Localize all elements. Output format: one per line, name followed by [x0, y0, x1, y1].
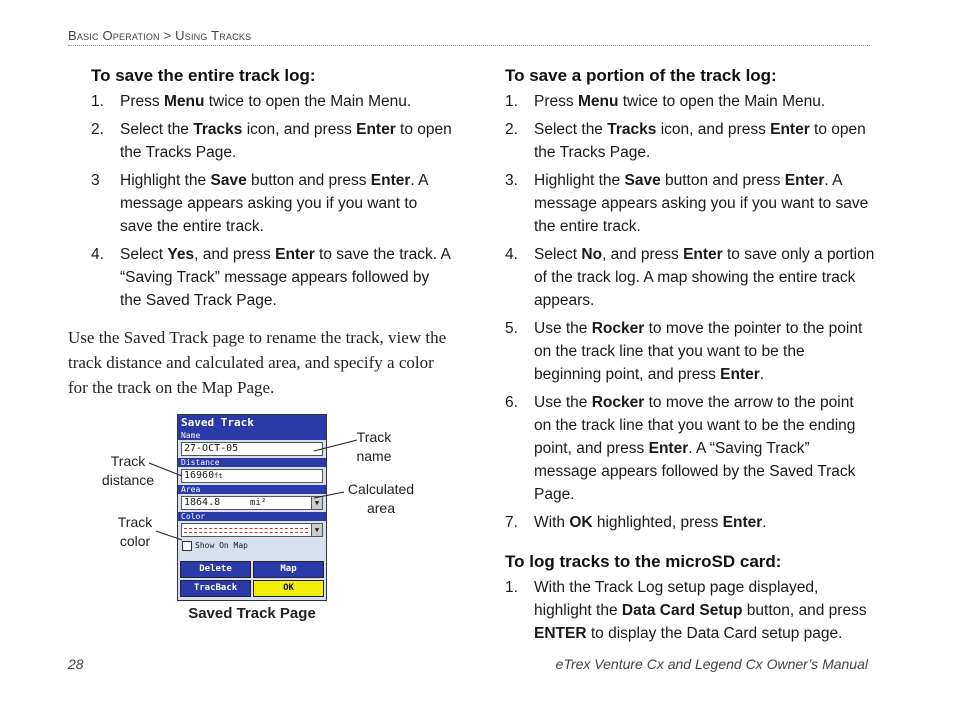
step-text: , and press [602, 246, 684, 263]
step-number: 2. [91, 121, 104, 138]
name-field: 27-OCT-05 [181, 442, 323, 456]
delete-button: Delete [180, 561, 251, 578]
step-text: button, and press [742, 602, 867, 619]
step-text: to display the Data Card setup page. [586, 625, 843, 642]
step-number: 1. [91, 93, 104, 110]
step-key-term: Menu [163, 93, 205, 110]
step-number: 7. [505, 514, 518, 531]
step-text: Select the [120, 121, 194, 138]
step-text: . [762, 514, 767, 531]
step-key-term: Menu [577, 93, 619, 110]
step-key-term: Enter [770, 121, 810, 138]
step-key-term: Enter [722, 514, 763, 531]
step-key-term: Enter [370, 172, 411, 189]
step-text: Select the [534, 121, 608, 138]
step-text: to save only a portion of the track log. A map showing the entire track appears. [534, 246, 875, 309]
tracback-button: TracBack [180, 580, 251, 597]
leader-calculated-area [314, 492, 344, 498]
step-text: Highlight the [120, 172, 211, 189]
step-text: twice to open the Main Menu. [618, 93, 826, 110]
step-key-term: Save [624, 172, 661, 189]
step-text: button and press [246, 172, 371, 189]
distance-unit: ft [214, 472, 223, 480]
map-button: Map [253, 561, 324, 578]
step-number: 4. [91, 246, 104, 263]
step-key-term: Tracks [607, 121, 657, 138]
step-key-term: No [581, 246, 603, 263]
step-number: 3 [91, 172, 100, 189]
figure-caption: Saved Track Page [188, 605, 316, 622]
heading-log-microsd: To log tracks to the microSD card: [505, 552, 782, 571]
distance-value: 16960 [184, 470, 215, 481]
heading-save-entire-track: To save the entire track log: [91, 66, 316, 85]
area-unit: mi² [250, 498, 267, 508]
ok-button: OK [253, 580, 324, 597]
step-text: Highlight the [534, 172, 625, 189]
step-text: Press [534, 93, 578, 110]
heading-save-portion: To save a portion of the track log: [505, 66, 777, 85]
name-label: Name [178, 431, 326, 440]
step-key-term: Enter [683, 246, 723, 263]
step-text: icon, and press [656, 121, 771, 138]
step-key-term: Tracks [193, 121, 243, 138]
saved-track-paragraph: Use the Saved Track page to rename the track, view the track distance and calculated area, and specify a color for the track on the Map Page. [68, 328, 447, 397]
step-text: With [534, 514, 570, 531]
callout-track-color: Track color [117, 514, 153, 549]
step-text: to move the arrow to the point on the track line that you want to be the ending point, and press [534, 394, 856, 457]
step-text: . A message appears asking you if you want to save the entire track. [120, 172, 428, 235]
step-text: Use the [534, 320, 592, 337]
leader-track-name [314, 440, 357, 451]
step-text: icon, and press [242, 121, 357, 138]
step-text: to move the pointer to the point on the track line that you want to be the beginning point, and press [534, 320, 863, 383]
step-text: highlighted, press [592, 514, 723, 531]
step-key-term: Enter [784, 172, 825, 189]
leader-track-color [156, 531, 182, 540]
step-text: to save the track. A “Saving Track” message appears followed by the Saved Track Page. [120, 246, 451, 309]
area-value: 1864.8 [184, 497, 221, 508]
step-number: 4. [505, 246, 518, 263]
step-key-term: Enter [275, 246, 315, 263]
step-text: With the Track Log setup page displayed, highlight the [534, 579, 819, 619]
callout-track-distance: Track distance [101, 453, 155, 488]
step-key-term: Yes [167, 246, 195, 263]
step-key-term: ENTER [534, 625, 587, 642]
leader-track-distance [149, 463, 182, 476]
step-text: to open the Tracks Page. [120, 121, 452, 161]
color-dropdown-icon: ▼ [311, 524, 322, 536]
step-text: . [759, 366, 765, 383]
step-text: to open the Tracks Page. [534, 121, 866, 161]
step-key-term: OK [569, 514, 593, 531]
header-section: Basic Operation [68, 28, 160, 43]
header-separator: > [163, 28, 172, 43]
callout-track-name: Track name [356, 429, 392, 464]
step-text: Press [120, 93, 164, 110]
header-subsection: Using Tracks [175, 28, 252, 43]
step-text: , and press [194, 246, 276, 263]
step-number: 2. [505, 121, 518, 138]
step-text: button and press [660, 172, 785, 189]
step-number: 3. [505, 172, 518, 189]
step-text: Select [120, 246, 168, 263]
step-number: 1. [505, 93, 518, 110]
step-text: . A message appears asking you if you want to save the entire track. [534, 172, 869, 235]
step-key-term: Enter [356, 121, 396, 138]
step-key-term: Data Card Setup [621, 602, 743, 619]
distance-label: Distance [178, 458, 326, 467]
area-label: Area [178, 485, 326, 494]
step-key-term: Enter [720, 366, 760, 383]
step-number: 6. [505, 394, 518, 411]
page-number: 28 [68, 656, 84, 672]
show-on-map-label: Show On Map [195, 541, 248, 550]
step-number: 5. [505, 320, 518, 337]
step-key-term: Rocker [591, 320, 645, 337]
screen-title: Saved Track [178, 415, 326, 431]
callout-calculated-area: Calculated area [347, 481, 415, 516]
step-text: twice to open the Main Menu. [204, 93, 412, 110]
step-number: 1. [505, 579, 518, 596]
step-text: Use the [534, 394, 592, 411]
step-key-term: Rocker [591, 394, 645, 411]
step-text: Select [534, 246, 582, 263]
color-label: Color [178, 512, 326, 521]
step-key-term: Enter [648, 440, 689, 457]
step-key-term: Save [210, 172, 247, 189]
area-dropdown-icon: ▼ [311, 497, 322, 509]
step-text: . A “Saving Track” message appears followed by the Saved Track Page. [534, 440, 856, 503]
manual-title: eTrex Venture Cx and Legend Cx Owner’s Manual [555, 656, 868, 672]
